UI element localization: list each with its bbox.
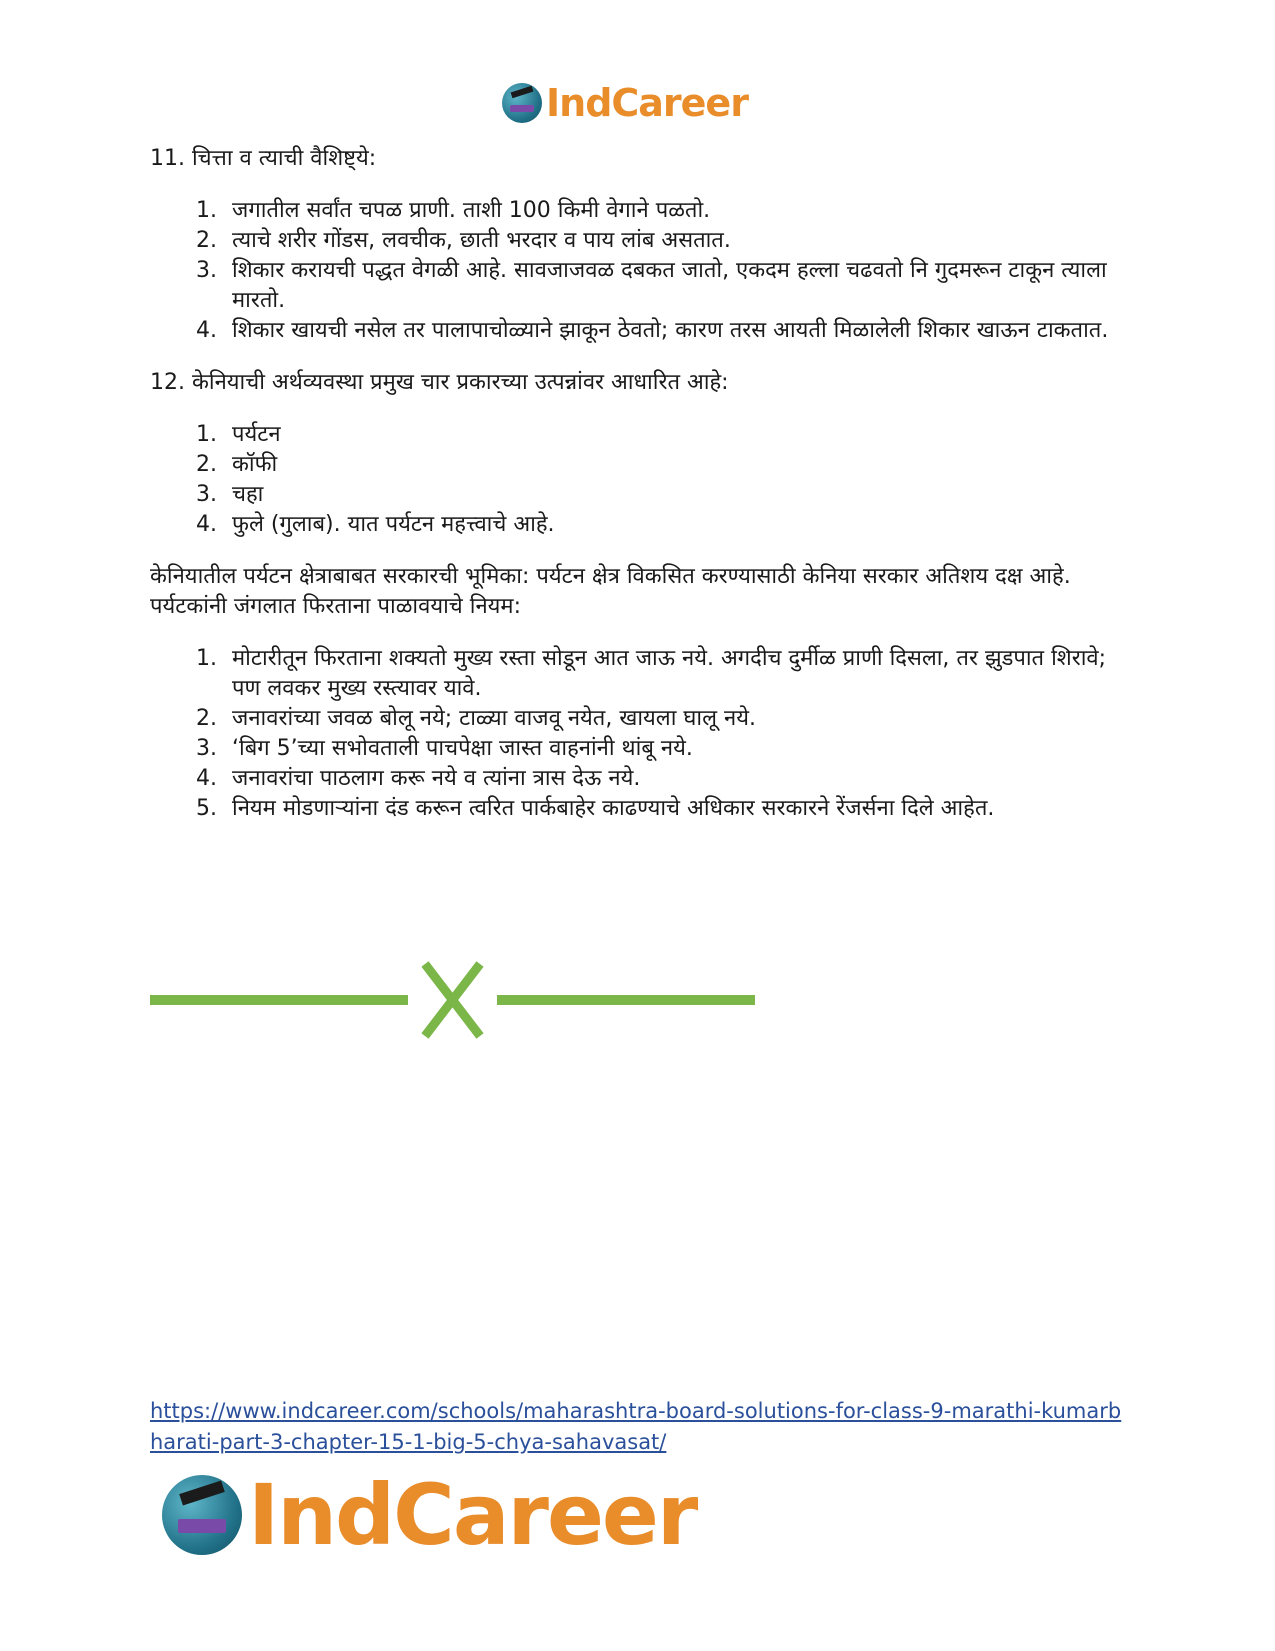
section-13-list (150, 644, 1130, 824)
source-url-link[interactable]: https://www.indcareer.com/schools/maharashtra-board-solutions-for-class-9-marathi-kumarbharati-part-3-chapter-15-1-big-5-chya-sahavasat/ (150, 1399, 1122, 1454)
list-item: 1. पर्यटन (224, 420, 1130, 450)
list-item: 3. चहा (224, 480, 1130, 510)
list-item: 3. शिकार करायची पद्धत वेगळी आहे. सावजाजवळ दबकत जातो, एकदम हल्ला चढवतो नि गुदमरून टाकून त्याला मारतो. (224, 256, 1130, 316)
logo-wordmark: IndCareer (248, 1466, 697, 1564)
globe-logo-icon (162, 1475, 242, 1555)
list-item: 4. शिकार खायची नसेल तर पालापाचोळ्याने झाकून ठेवतो; कारण तरस आयती मिळालेली शिकार खाऊन टाकतात. (224, 316, 1130, 346)
list-item: 2. त्याचे शरीर गोंडस, लवचीक, छाती भरदार व पाय लांब असतात. (224, 226, 1130, 256)
list-item: 3. ‘बिग 5’च्या सभोवताली पाचपेक्षा जास्त वाहनांनी थांबू नये. (224, 734, 1130, 764)
list-item: 1. जगातील सर्वांत चपळ प्राणी. ताशी 100 किमी वेगाने पळतो. (224, 196, 1130, 226)
list-item: 4. जनावरांचा पाठलाग करू नये व त्यांना त्रास देऊ नये. (224, 764, 1130, 794)
list-item: 1. मोटारीतून फिरताना शक्यतो मुख्य रस्ता सोडून आत जाऊ नये. अगदीच दुर्मीळ प्राणी दिसला, तर झुडपात शिरावे; पण लवकर मुख्य रस्त्यावर यावे. (224, 644, 1130, 704)
document-body (150, 144, 1130, 846)
section-11-heading: 11. चित्ता व त्याची वैशिष्ट्ये: (150, 146, 377, 171)
header-logo (502, 78, 748, 128)
divider-x-icon (425, 964, 480, 1036)
list-item: 4. फुले (गुलाब). यात पर्यटन महत्त्वाचे आहे. (224, 510, 1130, 540)
list-item: 5. नियम मोडणाऱ्यांना दंड करून त्वरित पार्कबाहेर काढण्याचे अधिकार सरकारने रेंजर्सना दिले आहेत. (224, 794, 1130, 824)
section-12-heading: 12. केनियाची अर्थव्यवस्था प्रमुख चार प्रकारच्या उत्पन्नांवर आधारित आहे: (150, 370, 729, 395)
globe-logo-icon (502, 83, 542, 123)
section-12-list (150, 420, 1130, 540)
footer-logo (162, 1466, 697, 1564)
list-item: 2. कॉफी (224, 450, 1130, 480)
section-13-paragraph: केनियातील पर्यटन क्षेत्राबाबत सरकारची भूमिका: पर्यटन क्षेत्र विकसित करण्यासाठी केनिया सरकार अतिशय दक्ष आहे. पर्यटकांनी जंगलात फिरताना पाळावयाचे नियम: (150, 564, 1071, 619)
section-divider (150, 960, 760, 1040)
logo-wordmark: IndCareer (546, 81, 748, 125)
section-11-list (150, 196, 1130, 346)
list-item: 2. जनावरांच्या जवळ बोलू नये; टाळ्या वाजवू नयेत, खायला घालू नये. (224, 704, 1130, 734)
